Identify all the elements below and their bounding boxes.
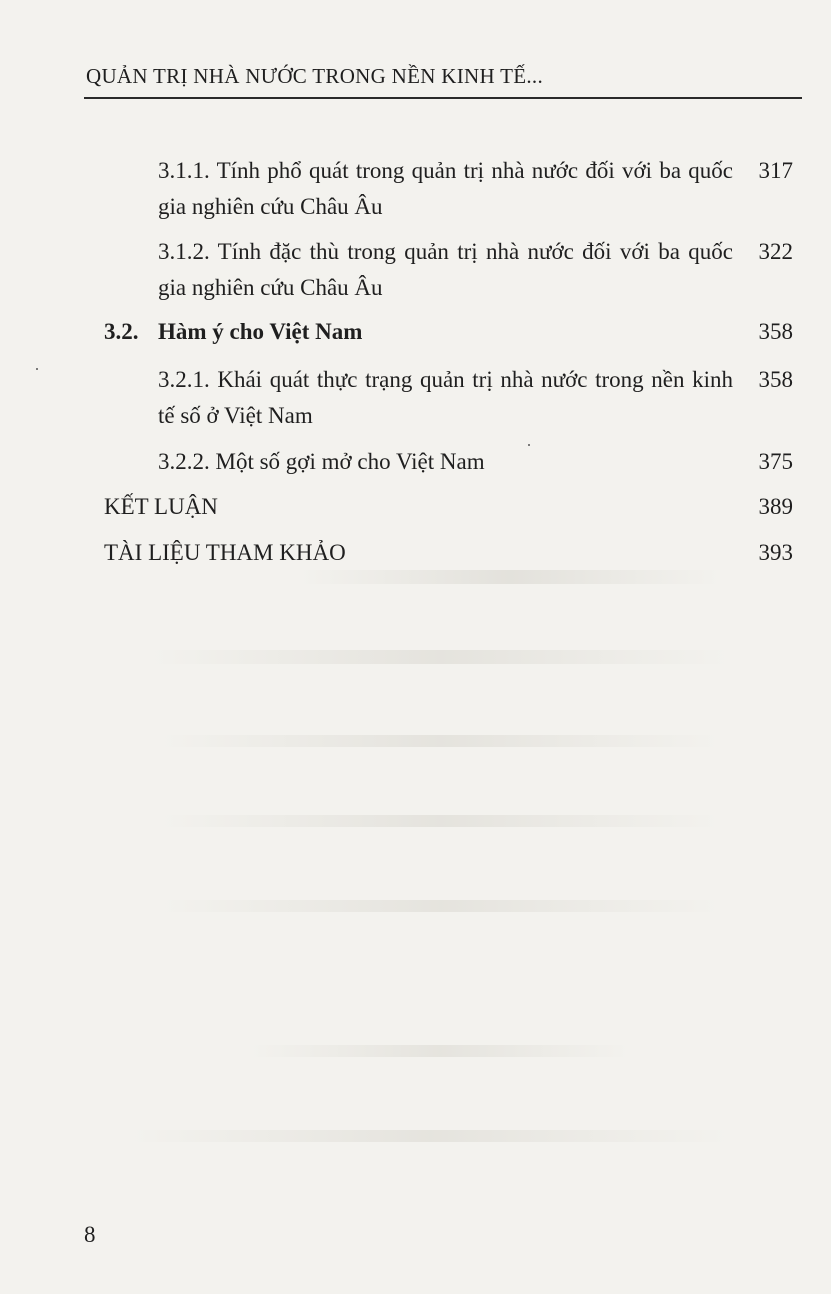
toc-page-number: 358: [758, 319, 793, 344]
toc-page-number: 393: [758, 540, 793, 565]
toc-page-number: 358: [758, 367, 793, 392]
toc-entry-title: 3.1.1. Tính phổ quát trong quản trị nhà nước đối với ba quốc gia nghiên cứu Châu Âu: [158, 158, 733, 219]
toc-entry-tai-lieu: [104, 535, 704, 571]
toc-page-number: 375: [758, 449, 793, 474]
toc-entry-3-2-1: [158, 362, 733, 434]
texture-line: [300, 570, 720, 584]
toc-entry-title: Hàm ý cho Việt Nam: [158, 319, 363, 344]
texture-line: [150, 650, 730, 664]
toc-section-number: 3.2.: [104, 319, 139, 344]
toc-entry-3-1-1: [158, 153, 733, 225]
toc-entry-3-2: [104, 314, 724, 350]
texture-line: [160, 900, 720, 912]
toc-entry-title: 3.2.2. Một số gợi mở cho Việt Nam: [158, 449, 485, 474]
toc-page-number: 317: [758, 158, 793, 183]
toc-page-number: 389: [758, 494, 793, 519]
toc-page-number: 322: [758, 239, 793, 264]
texture-line: [160, 735, 720, 747]
header-rule: [84, 97, 802, 99]
texture-line: [160, 815, 720, 827]
paper-speck: [528, 444, 530, 446]
toc-entry-ket-luan: [104, 489, 704, 525]
toc-entry-3-1-2: [158, 234, 733, 306]
paper-speck: [36, 368, 38, 370]
toc-entry-title: KẾT LUẬN: [104, 494, 218, 519]
toc-entry-3-2-2: [158, 444, 733, 480]
page-folio: 8: [84, 1222, 96, 1247]
running-header: QUẢN TRỊ NHÀ NƯỚC TRONG NỀN KINH TẾ...: [86, 64, 544, 88]
toc-entry-title: TÀI LIỆU THAM KHẢO: [104, 540, 346, 565]
texture-line: [250, 1045, 630, 1057]
texture-line: [130, 1130, 730, 1142]
toc-entry-title: 3.2.1. Khái quát thực trạng quản trị nhà nước trong nền kinh tế số ở Việt Nam: [158, 367, 733, 428]
toc-entry-title: 3.1.2. Tính đặc thù trong quản trị nhà nước đối với ba quốc gia nghiên cứu Châu Âu: [158, 239, 733, 300]
